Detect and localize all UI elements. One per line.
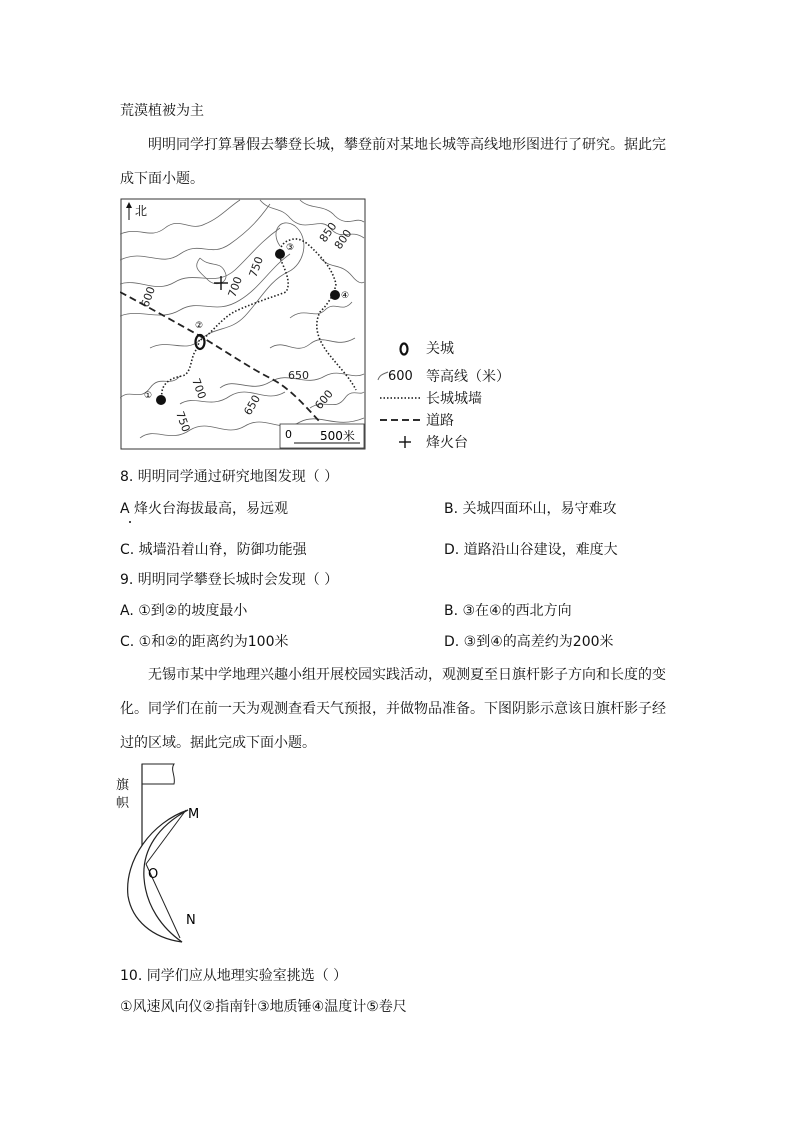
contour-label: 700 xyxy=(189,376,209,401)
legend-contour: 等高线（米） xyxy=(426,369,510,385)
legend-contour-value: 600 xyxy=(388,369,413,384)
q9-stem: 9. 明明同学攀登长城时会发现（ ） xyxy=(120,572,339,588)
contour-map xyxy=(120,198,366,450)
label-n: N xyxy=(186,913,196,928)
q8-option-a: A 烽火台海拔最高，易远观 xyxy=(120,501,289,517)
contour-label: 650 xyxy=(288,369,309,382)
q10-stem: 10. 同学们应从地理实验室挑选（ ） xyxy=(120,968,348,984)
legend-beacon: 烽火台 xyxy=(426,435,468,451)
legend-road: 道路 xyxy=(426,413,454,429)
legend-wall: 长城城墙 xyxy=(426,391,482,407)
q9-option-b: B. ③在④的西北方向 xyxy=(444,603,572,619)
emphasis-dot xyxy=(129,521,131,523)
contour-label: 700 xyxy=(225,274,246,300)
q10-items: ①风速风向仪②指南针③地质锤④温度计⑤卷尺 xyxy=(120,999,407,1015)
q8-option-c: C. 城墙沿着山脊，防御功能强 xyxy=(120,542,307,558)
point-3-marker xyxy=(275,249,285,259)
point-4-marker xyxy=(330,290,340,300)
q9-option-c: C. ①和②的距离约为100米 xyxy=(120,634,289,650)
scale-label: 500米 xyxy=(320,429,355,443)
label-o: O xyxy=(148,867,159,882)
point-label: ④ xyxy=(341,291,350,301)
contour-label: 600 xyxy=(312,387,336,412)
legend-symbols xyxy=(370,336,430,452)
point-label: ③ xyxy=(286,243,295,253)
q8-option-d: D. 道路沿山谷建设，难度大 xyxy=(444,542,618,558)
contour-label: 650 xyxy=(241,392,264,418)
q8-option-b: B. 关城四面环山，易守难攻 xyxy=(444,501,617,517)
scale-zero: 0 xyxy=(285,428,292,441)
point-label: ① xyxy=(144,391,153,401)
contour-label: 750 xyxy=(246,254,267,280)
contour-label: 600 xyxy=(138,284,159,310)
pole-label-2: 帜 xyxy=(116,796,130,811)
contour-label: 750 xyxy=(173,409,193,434)
label-m: M xyxy=(188,807,200,822)
flag-icon xyxy=(142,764,174,784)
pole-label-1: 旗 xyxy=(116,778,130,793)
legend-gate: 关城 xyxy=(426,341,454,357)
beacon-legend-icon xyxy=(399,436,411,448)
contour-legend-icon xyxy=(378,372,388,380)
passage-2: 无锡市某中学地理兴趣小组开展校园实践活动，观测夏至日旗杆影子方向和长度的变化。同学们在前一天为观测查看天气预报，并做物品准备。下图阴影示意该日旗杆影子经过的区域。据此完成下面小题。 xyxy=(120,667,666,751)
contour-label: 850 xyxy=(316,220,340,245)
q9-option-d: D. ③到④的高差约为200米 xyxy=(444,634,614,650)
text-fragment: 荒漠植被为主 xyxy=(120,103,204,119)
gate-legend-icon xyxy=(401,344,408,355)
north-label: 北 xyxy=(135,204,148,218)
point-label: ② xyxy=(195,321,204,331)
passage-1: 明明同学打算暑假去攀登长城，攀登前对某地长城等高线地形图进行了研究。据此完成下面小题。 xyxy=(120,137,666,187)
contour-label: 800 xyxy=(331,227,355,252)
q9-option-a: A. ①到②的坡度最小 xyxy=(120,603,248,619)
q8-stem: 8. 明明同学通过研究地图发现（ ） xyxy=(120,469,339,485)
point-1-marker xyxy=(156,395,166,405)
